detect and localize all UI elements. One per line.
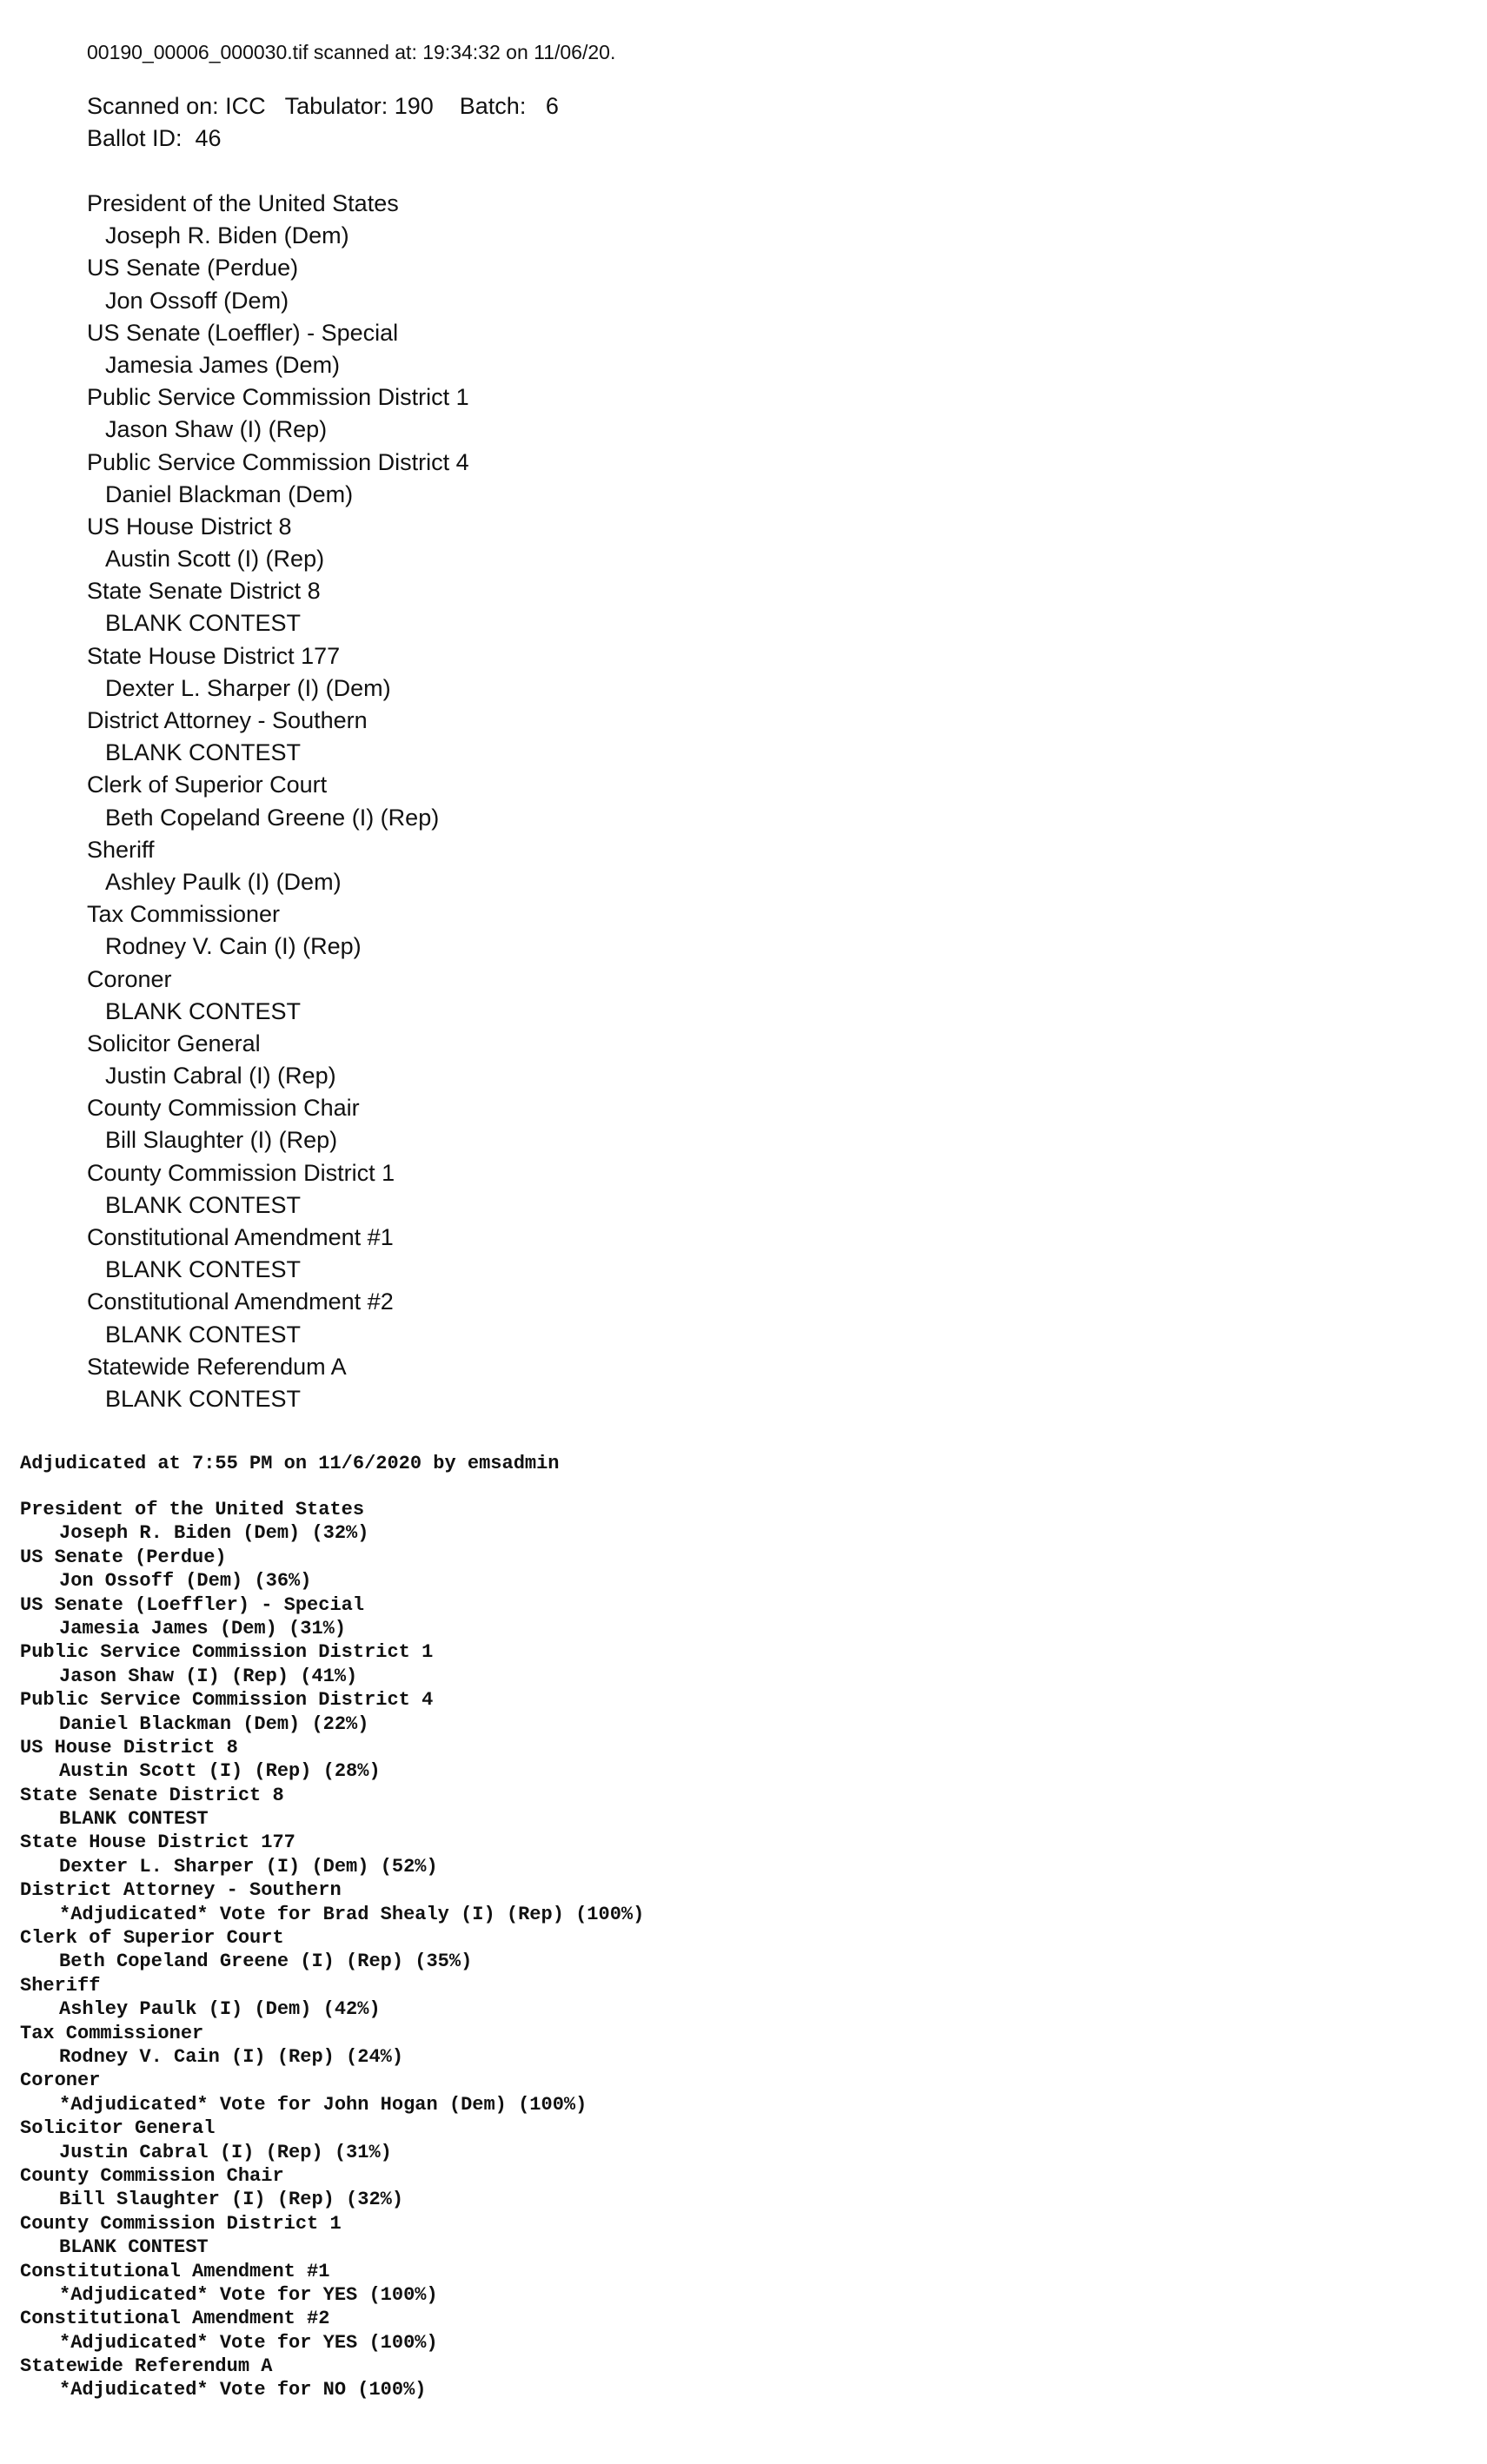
contest-entry (20, 2116, 644, 2164)
contest-choice: BLANK CONTEST (105, 739, 302, 766)
contest-title: Constitutional Amendment #2 (20, 2308, 330, 2330)
contest-title: US Senate (Perdue) (20, 1546, 227, 1568)
contest-title: Solicitor General (20, 2117, 216, 2140)
contest-title: Clerk of Superior Court (87, 772, 328, 798)
contest-choice: Justin Cabral (I) (Rep) (31%) (59, 2141, 392, 2163)
contest-choice: Ashley Paulk (I) (Dem) (42%) (59, 1998, 381, 2021)
contest-choice: Jon Ossoff (Dem) (36%) (59, 1570, 312, 1593)
contest-title: Constitutional Amendment #1 (20, 2260, 330, 2282)
contest-title: Sheriff (20, 1974, 101, 1997)
contest-entry (20, 1498, 644, 1546)
contest-choice: BLANK CONTEST (105, 1256, 302, 1283)
contest-title: County Commission Chair (20, 2164, 284, 2187)
contest-choice: Austin Scott (I) (Rep) (105, 546, 325, 573)
contest-title: County Commission Chair (87, 1095, 360, 1122)
contest-title: Constitutional Amendment #1 (87, 1224, 394, 1250)
contest-choice: Bill Slaughter (I) (Rep) (32%) (59, 2189, 404, 2211)
contest-choice: BLANK CONTEST (105, 1385, 302, 1412)
contest-entry (87, 381, 615, 446)
contest-title: Statewide Referendum A (20, 2355, 273, 2378)
ballot-id: Ballot ID: 46 (87, 125, 222, 151)
contest-title: County Commission District 1 (87, 1159, 395, 1186)
contest-title: Public Service Commission District 1 (87, 384, 469, 411)
contest-title: US House District 8 (87, 513, 292, 540)
contest-entry (20, 1784, 644, 1831)
contest-entry (20, 1974, 644, 2022)
contest-choice: BLANK CONTEST (105, 610, 302, 637)
contest-choice: *Adjudicated* Vote for John Hogan (Dem) (100%) (59, 2093, 587, 2116)
contest-entry (20, 1688, 644, 1736)
contest-entry (87, 705, 615, 769)
adjudication-report (20, 1451, 644, 2402)
contest-choice: Joseph R. Biden (Dem) (32%) (59, 1522, 369, 1545)
contest-entry (20, 2307, 644, 2355)
contest-choice: BLANK CONTEST (105, 1191, 302, 1218)
contest-entry (87, 898, 615, 963)
scan-report (87, 38, 615, 1415)
contest-entry (87, 834, 615, 898)
contest-choice: *Adjudicated* Vote for NO (100%) (59, 2379, 427, 2401)
contest-entry (20, 2355, 644, 2402)
contest-entry (20, 2212, 644, 2260)
contest-entry (20, 1878, 644, 1926)
contest-title: Tax Commissioner (20, 2022, 204, 2044)
contest-choice: Joseph R. Biden (Dem) (105, 222, 349, 249)
contest-choice: BLANK CONTEST (59, 2236, 209, 2259)
contest-entry (20, 1640, 644, 1688)
contest-choice: Daniel Blackman (Dem) (22%) (59, 1712, 369, 1735)
contest-entry (87, 447, 615, 511)
contest-entry (87, 1351, 615, 1415)
contest-title: Clerk of Superior Court (20, 1927, 284, 1950)
contest-choice: BLANK CONTEST (59, 1808, 209, 1831)
contest-entry (87, 769, 615, 833)
adjudicated-contest-list (20, 1498, 644, 2402)
contest-title: District Attorney - Southern (20, 1879, 342, 1902)
contest-title: US House District 8 (20, 1736, 238, 1759)
contest-entry (87, 511, 615, 575)
contest-title: State Senate District 8 (20, 1784, 284, 1806)
contest-entry (87, 1286, 615, 1350)
contest-entry (20, 2022, 644, 2070)
contest-title: Sheriff (87, 836, 155, 863)
contest-choice: Jamesia James (Dem) (31%) (59, 1617, 347, 1639)
contest-entry (87, 252, 615, 316)
contest-entry (20, 2164, 644, 2212)
contest-choice: BLANK CONTEST (105, 1321, 302, 1348)
contest-entry (20, 2260, 644, 2308)
contest-title: President of the United States (87, 190, 399, 216)
contest-choice: Daniel Blackman (Dem) (105, 480, 354, 507)
contest-title: State House District 177 (87, 642, 341, 669)
contest-title: Solicitor General (87, 1030, 261, 1056)
contest-title: Coroner (87, 965, 172, 992)
contest-choice: Jason Shaw (I) (Rep) (41%) (59, 1665, 358, 1687)
contest-entry (20, 1736, 644, 1784)
contest-entry (87, 1157, 615, 1222)
contest-title: Public Service Commission District 4 (20, 1689, 434, 1712)
contest-entry (20, 1831, 644, 1878)
contest-title: US Senate (Loeffler) - Special (87, 319, 399, 346)
contest-entry (20, 1926, 644, 1974)
scan-header: 00190_00006_000030.tif scanned at: 19:34:32 on 11/06/20. (87, 41, 616, 63)
contest-title: US Senate (Perdue) (87, 255, 299, 282)
contest-title: Constitutional Amendment #2 (87, 1288, 394, 1315)
scan-info (87, 90, 615, 155)
contest-choice: Dexter L. Sharper (I) (Dem) (105, 674, 391, 701)
contest-entry (87, 1092, 615, 1156)
contest-choice: *Adjudicated* Vote for YES (100%) (59, 2283, 438, 2306)
contest-title: Public Service Commission District 4 (87, 448, 469, 475)
contest-title: Coroner (20, 2070, 101, 2092)
contest-title: County Commission District 1 (20, 2212, 342, 2235)
contest-choice: *Adjudicated* Vote for Brad Shealy (I) (Rep) (100%) (59, 1903, 645, 1925)
contest-choice: Beth Copeland Greene (I) (Rep) (35%) (59, 1951, 473, 1973)
contest-entry (87, 964, 615, 1028)
contest-title: US Senate (Loeffler) - Special (20, 1593, 365, 1616)
contest-title: Tax Commissioner (87, 901, 281, 928)
contest-entry (87, 575, 615, 639)
contest-choice: Jamesia James (Dem) (105, 351, 341, 378)
contest-choice: Rodney V. Cain (I) (Rep) (24%) (59, 2045, 404, 2068)
contest-entry (87, 640, 615, 705)
adjudication-header: Adjudicated at 7:55 PM on 11/6/2020 by emsadmin (20, 1453, 560, 1474)
contest-choice: Beth Copeland Greene (I) (Rep) (105, 804, 440, 831)
contest-choice: Bill Slaughter (I) (Rep) (105, 1127, 338, 1154)
contest-choice: Justin Cabral (I) (Rep) (105, 1063, 336, 1090)
scanner-info: Scanned on: ICC Tabulator: 190 Batch: 6 (87, 93, 559, 119)
contest-title: State House District 177 (20, 1831, 295, 1854)
contest-choice: *Adjudicated* Vote for YES (100%) (59, 2331, 438, 2354)
contest-title: President of the United States (20, 1499, 365, 1520)
contest-choice: Ashley Paulk (I) (Dem) (105, 868, 342, 895)
contest-entry (20, 1546, 644, 1593)
contest-choice: BLANK CONTEST (105, 997, 302, 1024)
contest-choice: Austin Scott (I) (Rep) (28%) (59, 1760, 381, 1783)
contest-title: Statewide Referendum A (87, 1353, 347, 1380)
contest-entry (87, 317, 615, 381)
contest-choice: Rodney V. Cain (I) (Rep) (105, 933, 362, 960)
contest-entry (20, 1593, 644, 1641)
contest-entry (87, 188, 615, 252)
contest-entry (87, 1222, 615, 1286)
contest-title: State Senate District 8 (87, 578, 321, 605)
contest-title: District Attorney - Southern (87, 707, 368, 733)
contest-choice: Dexter L. Sharper (I) (Dem) (52%) (59, 1855, 438, 1878)
contest-entry (87, 1028, 615, 1092)
contest-title: Public Service Commission District 1 (20, 1641, 434, 1664)
contest-entry (20, 2069, 644, 2116)
scanned-contest-list (87, 188, 615, 1415)
contest-choice: Jon Ossoff (Dem) (105, 287, 289, 314)
contest-choice: Jason Shaw (I) (Rep) (105, 416, 328, 443)
